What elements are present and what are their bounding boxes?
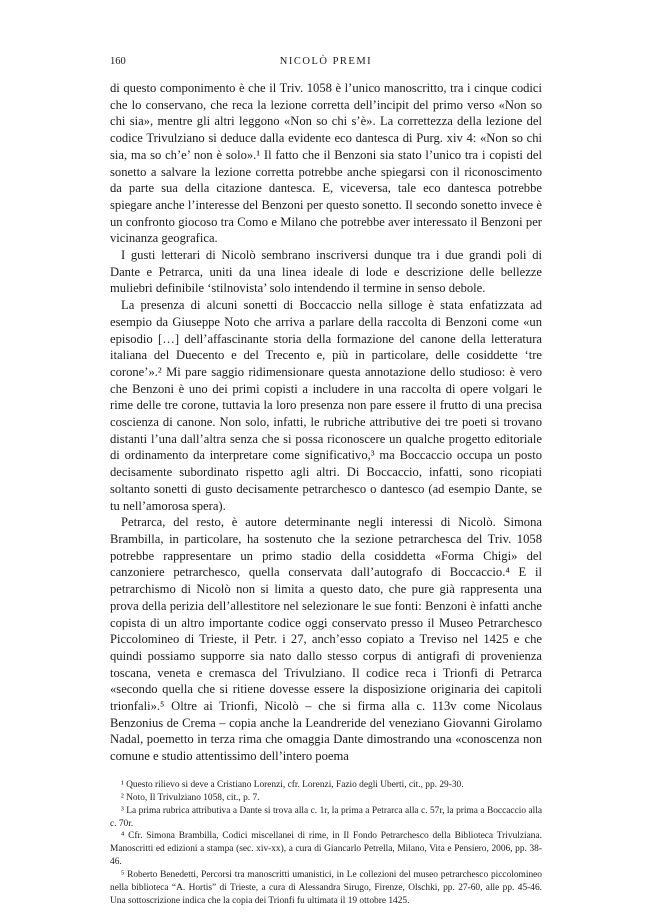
footnote: ¹ Questo rilievo si deve a Cristiano Lorenzi, cfr. Lorenzi, Fazio degli Uberti, cit., pp. 29-30. xyxy=(121,779,464,790)
body-text xyxy=(110,80,542,765)
footnote: ² Noto, Il Trivulziano 1058, cit., p. 7. xyxy=(121,792,260,803)
footnotes xyxy=(110,779,542,908)
page-number: 160 xyxy=(110,56,126,67)
body-paragraph: La presenza di alcuni sonetti di Boccaccio nella silloge è stata enfatizzata ad esempio da Giuseppe Noto che arriva a parlare della raccolta di Benzoni come «un episodio […] dell’affascinante storia della formazione del canone della letteratura italiana del Duecento e del Trecento e, più in particolare, delle cosiddette ‘tre corone’».² Mi pare saggio ridimensionare questa annotazione dello studioso: è vero che Benzoni è uno dei primi copisti a includere in una raccolta di opere volgari le rime delle tre corone, tuttavia la loro presenza non pare essere il frutto di una precisa coscienza di canone. Non solo, infatti, le rubriche attributive dei tre poeti si trovano distanti l’una dall’altra senza che si possa riconoscere un qualche progetto editoriale di ordinamento da interpretare come significativo,³ ma Boccaccio occupa un posto decisamente subordinato rispetto agli altri. Di Boccaccio, infatti, sono ricopiati soltanto sonetti di gusto decisamente petrarchesco o dantesco (ad esempio Dante, se tu nell’amorosa spera). xyxy=(110,298,542,513)
body-paragraph: Petrarca, del resto, è autore determinante negli interessi di Nicolò. Simona Brambilla, in particolare, ha sostenuto che la sezione petrarchesca del Triv. 1058 potrebbe rappresentare un primo stadio della cosiddetta «Forma Chigi» del canzoniere petrarchesco, quella conservata dall’autografo di Boccaccio.⁴ E il petrarchismo di Nicolò non si limita a questo dato, che pure già rappresenta una prova della perizia dell’allestitore nel selezionare le sue fonti: Benzoni è infatti anche copista di un altro importante codice oggi conservato presso il Museo Petrarchesco Piccolomineo di Trieste, il Petr. i 27, anch’esso copiato a Treviso nel 1425 e che quindi possiamo supporre sia nato dallo stesso corpus di antigrafi di provenienza toscana, veneta e cremasca del Trivulziano. Il codice reca i Trionfi di Petrarca «secondo quella che si ritiene dovesse essere la disposizione originaria dei capitoli trionfali».⁵ Oltre ai Trionfi, Nicolò – che si firma alla c. 113v come Nicolaus Benzonius de Crema – copia anche la Leandreride del veneziano Giovanni Girolamo Nadal, poemetto in terza rima che omaggia Dante dimostrando una «conoscenza non comune e studio attentissimo dell’intero poema xyxy=(110,515,542,764)
body-paragraph: di questo componimento è che il Triv. 1058 è l’unico manoscritto, tra i cinque codici che lo conservano, che reca la lezione corretta dell’incipit del primo verso «Non so chi sia», mentre gli altri leggono «Non so chi s’è». La correttezza della lezione del codice Trivulziano si deduce dalla evidente eco dantesca di Purg. xiv 4: «Non so chi sia, ma so ch’e’ non è solo».¹ Il fatto che il Benzoni sia stato l’unico tra i copisti del sonetto a salvare la lezione corretta potrebbe anche spiegarsi con il riconoscimento da parte sua della citazione dantesca. E, viceversa, tale eco dantesca potrebbe spiegare anche l’interesse del Benzoni per questo sonetto. Il secondo sonetto invece è un confronto giocoso tra Como e Milano che potrebbe aver interessato il Benzoni per vicinanza geografica. xyxy=(110,81,542,246)
footnote: ³ La prima rubrica attributiva a Dante si trova alla c. 1r, la prima a Petrarca alla c. 57r, la prima a Boccaccio alla c. 70r. xyxy=(110,805,542,829)
footnote: ⁴ Cfr. Simona Brambilla, Codici miscellanei di rime, in Il Fondo Petrarchesco della Biblioteca Trivulziana. Manoscritti ed edizioni a stampa (sec. xiv-xx), a cura di Giancarlo Petrella, Milano, Vita e Pensiero, 2006, pp. 38-46. xyxy=(110,831,542,868)
running-title: NICOLÒ PREMI xyxy=(279,56,373,67)
book-page xyxy=(110,56,542,908)
body-paragraph: I gusti letterari di Nicolò sembrano inscriversi dunque tra i due grandi poli di Dante e Petrarca, uniti da una linea ideale di lode e descrizione delle bellezze muliebri definibile ‘stilnovista’ solo intendendo il termine in senso debole. xyxy=(110,248,542,296)
footnote: ⁵ Roberto Benedetti, Percorsi tra manoscritti umanistici, in Le collezioni del museo petrarchesco piccolomineo nella biblioteca “A. Hortis” di Trieste, a cura di Alessandra Sirugo, Firenze, Olschki, pp. 27-60, alle pp. 45-46. Una sottoscrizione indica che la copia dei Trionfi fu ultimata il 19 ottobre 1425. xyxy=(110,870,542,906)
running-head xyxy=(110,56,542,74)
